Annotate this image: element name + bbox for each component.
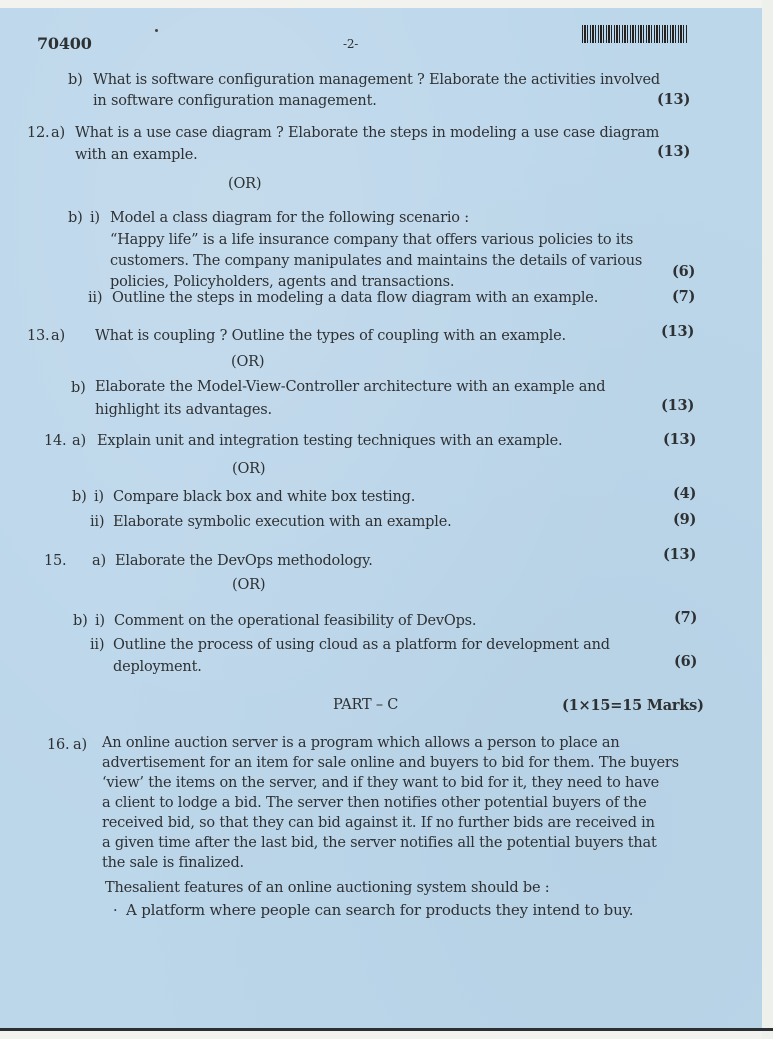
subquestion-label: i): [95, 613, 105, 629]
question-text: customers. The company manipulates and maintains the details of various: [110, 253, 643, 269]
features-intro: Thesalient features of an online auctioning system should be :: [105, 880, 550, 896]
question-number: 16.: [47, 737, 70, 753]
question-number: 12.: [27, 125, 50, 141]
bullet-item: A platform where people can search for products they intend to buy.: [126, 901, 634, 919]
question-text: Comment on the operational feasibility of DevOps.: [114, 613, 477, 629]
question-label: b): [73, 613, 88, 629]
or-separator: (OR): [232, 577, 266, 593]
question-text: highlight its advantages.: [95, 402, 272, 418]
question-text: ‘view’ the items on the server, and if they want to bid for it, they need to have: [102, 775, 659, 791]
subquestion-label: ii): [90, 637, 105, 653]
question-text: “Happy life” is a life insurance company that offers various policies to its: [110, 232, 634, 248]
subquestion-label: ii): [90, 514, 105, 530]
question-text: Elaborate the DevOps methodology.: [115, 553, 373, 569]
marks: (4): [673, 485, 697, 502]
bullet-icon: ·: [113, 903, 118, 919]
marks: (6): [672, 263, 696, 280]
question-number: 13.: [27, 328, 50, 344]
subquestion-label: i): [90, 210, 100, 226]
marks: (13): [663, 431, 697, 448]
question-text: Explain unit and integration testing techniques with an example.: [97, 433, 563, 449]
question-text: advertisement for an item for sale online and buyers to bid for them. The buyers: [102, 755, 679, 771]
question-text: What is a use case diagram ? Elaborate the steps in modeling a use case diagram: [75, 125, 660, 141]
question-text: An online auction server is a program which allows a person to place an: [102, 735, 620, 751]
question-text: Outline the steps in modeling a data flow diagram with an example.: [112, 290, 599, 306]
marks: (13): [663, 546, 697, 563]
question-label: b): [68, 210, 83, 226]
marks: (9): [673, 511, 697, 528]
question-number: 14.: [44, 433, 67, 449]
question-label: a): [51, 328, 65, 344]
question-text: the sale is finalized.: [102, 855, 244, 871]
marks: (6): [674, 653, 698, 670]
question-label: a): [92, 553, 106, 569]
question-text: Elaborate the Model-View-Controller architecture with an example and: [95, 379, 606, 395]
question-text: Elaborate symbolic execution with an example.: [113, 514, 452, 530]
section-title: PART – C: [333, 697, 399, 713]
question-label: b): [71, 380, 86, 396]
page-number: -2-: [343, 37, 359, 51]
question-text: deployment.: [113, 659, 202, 675]
question-text: Outline the process of using cloud as a platform for development and: [113, 637, 610, 653]
page-edge: [0, 1028, 773, 1031]
question-text: in software configuration management.: [93, 93, 377, 109]
or-separator: (OR): [228, 176, 262, 192]
question-text: a given time after the last bid, the server notifies all the potential buyers that: [102, 835, 657, 851]
question-text: with an example.: [75, 147, 198, 163]
paper-code: 70400: [37, 34, 92, 53]
question-label: a): [51, 125, 65, 141]
subquestion-label: ii): [88, 290, 103, 306]
section-marks: (1×15=15 Marks): [562, 697, 704, 714]
question-label: a): [73, 737, 87, 753]
marks: (13): [657, 91, 691, 108]
question-text: received bid, so that they can bid against it. If no further bids are received in: [102, 815, 655, 831]
or-separator: (OR): [232, 461, 266, 477]
page-margin: [762, 0, 773, 1039]
question-text: Model a class diagram for the following scenario :: [110, 210, 469, 226]
or-separator: (OR): [231, 354, 265, 370]
question-text: a client to lodge a bid. The server then notifies other potential buyers of the: [102, 795, 647, 811]
question-text: Compare black box and white box testing.: [113, 489, 416, 505]
barcode-icon: [582, 25, 688, 43]
question-text: What is software configuration management ? Elaborate the activities involved: [93, 72, 660, 88]
marks: (7): [674, 609, 698, 626]
marks: (13): [661, 323, 695, 340]
question-text: What is coupling ? Outline the types of coupling with an example.: [95, 328, 566, 344]
question-label: b): [72, 489, 87, 505]
question-label: b): [68, 72, 83, 88]
speck: [155, 29, 158, 32]
subquestion-label: i): [94, 489, 104, 505]
marks: (13): [657, 143, 691, 160]
marks: (13): [661, 397, 695, 414]
question-label: a): [72, 433, 86, 449]
question-number: 15.: [44, 553, 67, 569]
question-text: policies, Policyholders, agents and transactions.: [110, 274, 455, 290]
marks: (7): [672, 288, 696, 305]
